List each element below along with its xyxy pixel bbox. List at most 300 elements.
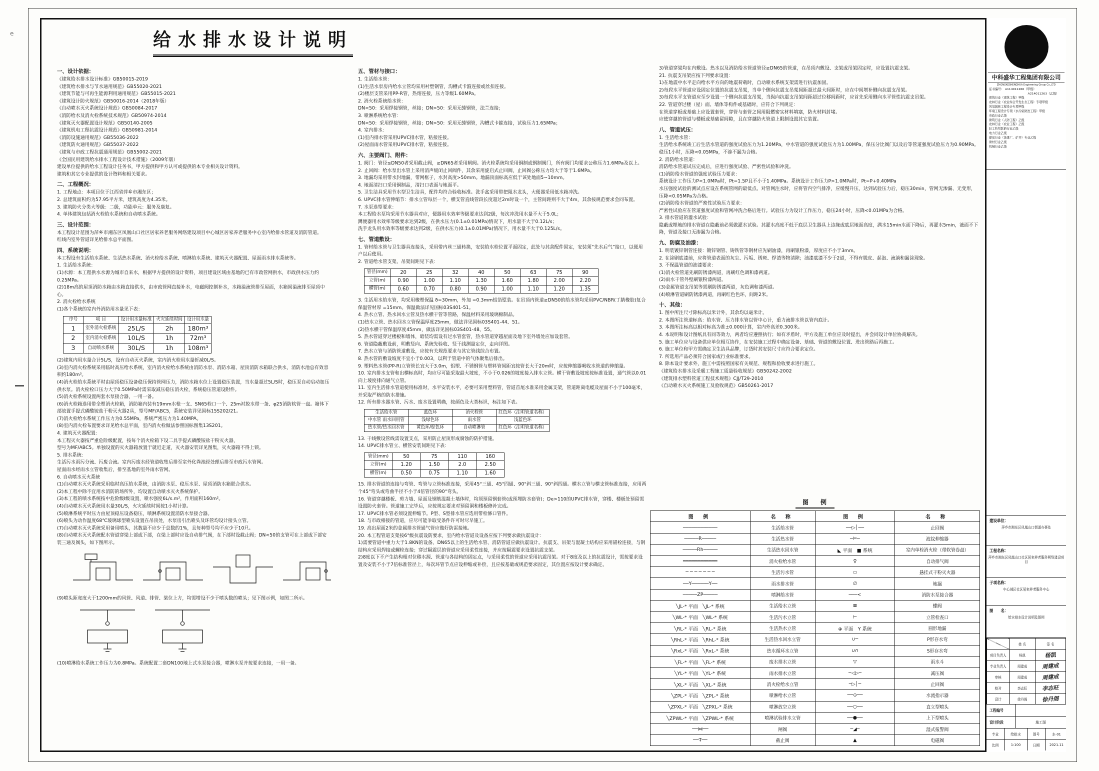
note-line: 6. 管道隐蔽敷设前，明敷竖向、系统先验收、竖干线测量定位，走向详图。 — [358, 341, 513, 347]
legend-header-row — [650, 511, 980, 522]
legend-name: 电磁阀 — [895, 735, 980, 746]
legend-name: 生活污水管 — [750, 567, 815, 578]
note-line: 5. 热水管道穿过楼板和墙体，暗装均需设有过水管套管，热水管道穿越屋面及地下室外墙处应加设套管。 — [358, 334, 573, 340]
legend-row — [650, 600, 980, 611]
project-label: 工程名称： — [989, 548, 1009, 553]
note-line: (8)室内消火栓布置要求详见给水总平面，室内消火栓做法参照国标图集13S201。 — [57, 423, 226, 429]
table-cell: 2.00 — [546, 277, 572, 285]
section-heading: 十、其他： — [659, 302, 686, 309]
note-line: 《建筑节能与可再生能源利用通用规范》GB55015-2021 — [57, 91, 176, 97]
table-row — [364, 424, 549, 431]
note-line: 本工程给水泵均采用节水器具对应，便器用水效率等级要求达到2级，每次冲洗用水量不大于5.0L； — [358, 211, 562, 218]
legend-name: 水流指示器 — [895, 690, 980, 701]
note-line: 10. 室内排水支管和出横标高时，均应尽可能采取最大坡度，不小于0.026的坡度接入排水立管。横干管敷设坡度按标准设置，通气管以0.01向上坡度排向通气立管。 — [358, 370, 647, 384]
legend-title: 图 例 — [650, 497, 980, 509]
note-line: 《建筑灭火器配置设计规范》GB50140-2005 — [57, 120, 153, 126]
legend-name: 生活给水立管 — [750, 600, 815, 611]
note-line: (2)18m高的屋顶消防水箱由水箱直接供水，由市政管网直接补水，电磁阀控制补水，水箱溢流管排至屋面，水箱间溢流排至屋顶中心。 — [57, 284, 325, 298]
legend-name: 喷淋放空立管 — [750, 701, 815, 712]
note-line: 1. 生活给水管： — [358, 76, 392, 82]
registration-tick — [15, 385, 24, 387]
qualification-item: 煤炭行业（洗煤厂、矿井）专业乙级 — [989, 136, 1037, 140]
note-line: 《自动喷水灭火系统设计规范》GB50084-2017 — [57, 105, 158, 112]
note-line: 3. 建筑防火分类大等级：二级，功能单元：服务及康复。 — [57, 204, 175, 210]
table-cell: 1.60 — [476, 469, 504, 477]
note-line: 建筑和其它专业提供的设计资料和相关要求。 — [57, 171, 150, 177]
note-line: 8. 热水管的敷设坡度不宜小于0.003，以利于管道中的气体聚集后排出。 — [358, 355, 508, 362]
legend-name: 减压阀 — [895, 667, 980, 678]
note-line: 严密性试验应在管道强度试验和管网冲洗合格后进行。试验压力为设计工作压力，稳压24小时，压降<0.01MPa为合格。 — [659, 207, 908, 214]
legend-symbol: ─────ZP───── — [650, 589, 750, 600]
note-line: 4. 室内排水： — [358, 127, 388, 134]
legend-name: 喷淋给水立管 — [750, 690, 815, 701]
note-line: 21. 抗震支吊架应按下列要求设置： — [659, 72, 733, 79]
table-cell: 2.20 — [572, 277, 598, 285]
signature-row — [987, 671, 1066, 682]
signature-row — [987, 649, 1066, 660]
legend-symbol: ╲WL-* 平面 ╲WL-* 系统 — [650, 612, 750, 623]
note-line: 1. 生活给水系统： — [57, 262, 96, 269]
qualification-item: 市政行业乙级 — [989, 114, 1007, 118]
legend-symbol: ⊠ — [815, 600, 895, 611]
legend-row — [650, 723, 980, 734]
table-cell: 序号 — [63, 316, 83, 323]
note-line: (3)金属管道支吊架等需刷防锈漆两道，灰色调和漆两道。 — [659, 284, 778, 291]
legend-symbol: ──Y──────Y── — [650, 578, 750, 589]
qualification-item: 环境工程设计专项（水污染防治工程）甲级 — [989, 109, 1045, 113]
signature-header-cell: 姓 名 — [1009, 638, 1035, 649]
note-line: 《建筑排水塑料管道工程技术规程》CJJ/T29-2010 — [659, 375, 764, 382]
legend-name: 生活热水回水管 — [750, 544, 815, 555]
table-cell: 50 — [392, 453, 420, 461]
table-cell: 蓝色环 — [408, 409, 452, 416]
signature-autograph: 杨凯 — [1035, 648, 1066, 661]
note-line: 2)8度以下不产生结构相对位移水源、管道与各结构的固定点，与采用柔性的管道应采用抗震吊架。对于8度及以上的抗震设计，需按要求设置及安装不小于7倍标准管径上，每次环管节点应设伸缩或补偿，且应按基础或规范要求固定，其位置应按设计要求确定。 — [358, 554, 643, 568]
table-cell: 1h — [154, 333, 185, 343]
note-line: (7)消火栓给水系统工作压力为0.55MPa，系统严密压力为1.40MPA。 — [57, 415, 202, 422]
legend-name: 消火栓给水管 — [750, 556, 815, 567]
signature-role: 审核 — [987, 671, 1010, 682]
legend-name: 立管检查口 — [895, 612, 980, 623]
note-line: (9)喷头距宽度大于1200mm的风管、风道、排管、梁位上方，均需增设不少于喷头数的喷头；见下图示例，如图二所示。 — [57, 595, 308, 601]
qualification-item: 农林行业（农业综合开发生态工程）专项甲级 — [989, 100, 1048, 104]
signature-autograph: 徐丹阁 — [1035, 692, 1066, 705]
legend-section — [650, 497, 980, 746]
note-line: (5)喷淋系统平时压力由屋顶稳压设备稳压，喷淋系统设置消防水泵接合器。 — [57, 510, 213, 517]
legend-row — [650, 667, 980, 678]
legend-symbol: ──⋈── — [650, 723, 750, 734]
legend-row — [650, 556, 980, 567]
legend-name: 悬挂式干粉灭火器 — [895, 567, 980, 578]
legend-name: 消防水泵接合器 — [895, 589, 980, 600]
note-line: 2. 消火栓系统给水管： — [358, 98, 406, 104]
major-label: 专业 — [987, 729, 1005, 740]
signature-name: 徐丹阁 — [1009, 693, 1035, 704]
title-block-spacer — [987, 170, 1067, 516]
note-line: 8. 除本设计要求外，施工中需按照国家有关规范、规程和验收要求进行施工。 — [659, 361, 819, 367]
legend-name: S形存水弯 — [895, 645, 980, 656]
legend-symbol: ♀ — [815, 556, 895, 567]
table-cell: 雨水管 — [452, 417, 496, 424]
table-cell: 1.10 — [520, 285, 546, 293]
table-cell: 红色环（注明管道名称） — [496, 409, 549, 416]
note-line: (2)本工程中除不宜用水消防的场所外，均设置自动喷水灭火系统保护。 — [57, 488, 203, 495]
table-cell: 1h — [154, 343, 185, 353]
table-cell: 2.0 — [448, 461, 476, 469]
legend-row — [650, 567, 980, 578]
scan-edge-mark: e — [10, 30, 14, 37]
legend-row — [650, 712, 980, 723]
note-line: 隐蔽或埋地的排水管道在隐蔽前必须做灌水试验。其灌水高度不低于底层卫生器具上边缘或底层地面高度，满水15min水面下降后，再灌水5min，液面不下降，管道及接口无渗漏为合格。 — [659, 222, 979, 236]
table-cell: 1.20 — [546, 285, 572, 293]
table-cell: 0.90 — [390, 277, 416, 285]
note-line: 3)管道穿梁均在内敷设。热水以及消防给水管道管径≥DN65的管道，在吊顶内敷设、支架或吊架固定时，应设置抗震支架。 — [659, 65, 913, 71]
legend-symbol: ──●── — [815, 712, 895, 723]
legend-symbol: ╲FL-* 平面 ╲FL-* 系统 — [650, 656, 750, 667]
note-line: 5. 排水系统： — [57, 452, 87, 458]
table-cell: 30L/S — [119, 343, 154, 353]
legend-symbol: ──Ŧ── — [650, 735, 750, 746]
legend-symbol: ◣ 平面 ■ 系统 — [815, 544, 895, 555]
table-cell: 室内消火栓系统 — [83, 333, 118, 343]
legend-name: 生活热水管 — [750, 533, 815, 544]
note-line: 《自动喷水灭火系统施工及验收规范》GB50261-2017 — [659, 383, 774, 389]
legend-symbol: ∪∩ — [815, 645, 895, 656]
section-heading: 一、设计依据： — [57, 68, 95, 75]
note-line: 22. 管道穿过楼（屋）面、墙体等构件或基础时，应符合下列规定： — [659, 101, 798, 108]
drawing-name-block — [987, 606, 1067, 638]
table-cell: 1.35 — [572, 285, 598, 293]
signature-name: 李志旺 — [1009, 682, 1035, 693]
legend-symbol: ─────Rh───── — [650, 544, 750, 555]
design-stage-value: 施工图 — [1035, 720, 1046, 725]
note-line: (1)消防给水管道的强度试验压力要求： — [659, 171, 740, 177]
company-block — [987, 18, 1067, 170]
table-cell: 0.70 — [416, 285, 442, 293]
table-cell: 32 — [442, 269, 468, 277]
drawing-name-value: 给水排水设计说明及图例 — [1008, 615, 1045, 620]
note-line: 《建筑设计防火规范》GB50016-2014（2018年版） — [57, 98, 170, 104]
certificate-number-2: A214011263（乙级） — [1027, 92, 1059, 96]
legend-symbol: ─⊨─ — [815, 533, 895, 544]
legend-name: 自动排气阀 — [895, 556, 980, 567]
table-cell: 108m³ — [185, 343, 212, 353]
legend-name: 雨水排水管 — [750, 578, 815, 589]
note-line: (2)楼层支管采用PP-R管，热熔连接，压力等级1.60MPa。 — [358, 91, 479, 97]
table-cell: 1.50 — [420, 461, 448, 469]
table-cell: 75 — [420, 453, 448, 461]
note-line: 水压强度试验的测试点应设在系统管网的最低点。对管网注水时，应将管内空气排净，应缓慢升压，达到试验压力后，稳压30min，管网无渗漏、无变形，压降<0.05MPa为合格。 — [659, 185, 976, 199]
table-cell: 管径(mm) — [364, 269, 390, 277]
legend-name: 湿式报警阀 — [895, 723, 980, 734]
legend-symbol: ▲ — [815, 735, 895, 746]
table-cell: 90 — [572, 269, 598, 277]
section-heading: 三、设计范围： — [57, 221, 95, 228]
table-cell: 0.75 — [420, 469, 448, 477]
note-line: 20. 本工程管道支架按6°级抗震设防要求，室内给水管道及设备应按下列要求做抗震设计： — [358, 532, 545, 539]
note-line: 生活给水系统竣工后生活水管道的强度试验压力为1.20MPa，中水管道的强度试验压力为1.00MPa，保压分比阀门以及后等管道强度试验压力为0.90MPa。稳压1小时，压降<0.05MPa，不渗不漏为合格。 — [659, 142, 979, 155]
subproject-value: 中心城区社区居家养老服务中心 — [1003, 587, 1050, 592]
table-cell: 自动喷淋管 — [452, 424, 496, 431]
table-cell: 0.90 — [468, 285, 494, 293]
table-cell: 0.60 — [390, 285, 416, 293]
legend-symbol: ─────R───── — [650, 533, 750, 544]
project-block — [987, 546, 1067, 578]
qualification-item: 建筑行业（人防工程）乙级 — [989, 118, 1025, 122]
note-line: 12. 所有排水器水管、污水、废水设置明确，按颜色及大类标识，标注如下表。 — [358, 399, 521, 406]
legend-name: 喷淋给水管 — [750, 589, 815, 600]
note-line: 3. 排水管道的灌水试验： — [659, 215, 712, 221]
table-cell: 设计用水量标准 — [119, 316, 154, 323]
qualification-item: 机械行业乙级 — [989, 145, 1007, 149]
table-cell: 1.20 — [392, 461, 420, 469]
note-line: 2. 管道给水管支架、吊架间距见下表： — [358, 259, 439, 265]
subproject-label: 子项名称： — [989, 580, 1009, 585]
legend-symbol: ⊢ — [815, 612, 895, 623]
design-stage-row — [987, 717, 1067, 729]
note-line: 《建筑给水排水及采暖工程施工质量验收规范》GB50242-2002 — [659, 368, 792, 374]
note-line: (2)建筑内用水量合计5L/S，设有自动灭火系统，室内消火栓用水量折减0L/S。 — [57, 357, 219, 364]
table-cell: 180m³ — [185, 324, 212, 334]
note-line: (1)室内排水管采用UPVC排水管，粘接连接。 — [358, 134, 452, 141]
section-heading: 八、管道试压： — [659, 126, 697, 133]
project-value: 萍乡市湘东区凤凰山口社区居家养老服务网络建设项目 — [988, 555, 1065, 564]
signature-header-row — [987, 638, 1066, 649]
legend-row — [650, 578, 980, 589]
note-line: 3. 喷淋系统给水管： — [358, 112, 402, 119]
legend-row — [650, 634, 980, 645]
note-line: (10)喷淋给水系统工作压力为0.8MPa。系统配置二套DN100地上式水泵接合器，喷淋水泵并按要求连接，一用一备。 — [57, 660, 300, 667]
section-heading: 四、系统说明： — [57, 247, 95, 254]
date-label: 日期 — [1028, 740, 1046, 751]
legend-row — [650, 589, 980, 600]
note-line: 本工程设有生活给水系统、生活热水系统、消火栓给水系统、喷淋给水系统、建筑灭火器配置、屋面雨水排水系统等。 — [57, 255, 299, 261]
table-cell: 0.80 — [442, 285, 468, 293]
section-heading: 六、主要阀门、附件： — [358, 152, 411, 159]
note-line: 19. 高出屋面2米的金属排水管通气管应做好防雷接地。 — [358, 525, 473, 531]
qualification-item: 电力行业乙级 — [989, 132, 1007, 136]
note-line: 2. 总建筑面积约为57.95平方米，建筑高度为4.35米。 — [57, 196, 171, 203]
table-row — [364, 417, 549, 424]
legend-row — [650, 679, 980, 690]
note-line: 5. 施工单位应与设备供应单位相互协作，在安装施工过程中确定设备、基础、管道的敷设位置、进出管路后再施工。 — [659, 339, 898, 345]
note-line: (1)自动喷水灭火系统采用临时高压给水系统，由消防水泵、稳压水泵、屋顶消防水箱联合供水。 — [57, 481, 255, 488]
note-line: 2. 止回阀：给水泵出水管上采用消声缓闭止回阀件，其余采用旋启式止回阀，止回阀公称压力均大于等于1.6MPa。 — [358, 167, 595, 174]
table-cell: 20 — [390, 269, 416, 277]
signature-autograph: 周建成 — [1035, 659, 1066, 672]
note-line: 1. 图中所注尺寸除标高以米计外，其余均以毫米计。 — [659, 310, 768, 316]
legend-name: 止回阀 — [895, 522, 980, 533]
signature-autograph: 周建成 — [1035, 670, 1066, 683]
legend-symbol: ▽ — [815, 656, 895, 667]
scale-label: 比例 — [987, 740, 1005, 751]
note-line: (2)雨水干管外壁刷银粉漆两道。 — [659, 277, 727, 283]
notes-column-middle — [358, 65, 647, 746]
note-line: 1)需要管道中重力大于1.8KN的设备、DN65以上的生活给水管、消防管道应做抗震设计。抗震支、吊架与混凝土结构应采用锚栓连接，与钢结构应采用焊接或螺栓连接；穿过隔震层的管道应采用柔性连接，并应按隔震要求设置抗震支架。 — [358, 540, 646, 553]
note-line: 《建筑给水排水设计标准》GB50015-2019 — [57, 76, 148, 82]
table-cell: 72m³ — [185, 333, 212, 343]
note-line: 6. 施工单位和甲方需确定卫生洁具品牌，订货时其安装尺寸应符合要求定位。 — [659, 346, 819, 353]
note-line: 14. UPVC排水管立、横管安装间距见下表： — [358, 443, 450, 449]
legend-name: P形存水弯 — [895, 634, 980, 645]
table-cell: 50 — [494, 269, 520, 277]
note-line: 洗手龙头用水效率等级要求达到2级，在供水压力(0.1±0.01MPa)情况下，用水量不大于0.125L/s。 — [358, 226, 565, 232]
note-line: (1)热水立管、热水回水立管保温厚度25mm，做法详见国标03S401-44、51。 — [358, 319, 523, 325]
table-cell: 1.30 — [468, 277, 494, 285]
job-number-label: 工程编号 — [987, 705, 1016, 717]
table-cell: 2h — [154, 324, 185, 334]
legend-row — [650, 735, 980, 746]
legend-name: 雨水斗 — [895, 656, 980, 667]
legend-symbol: ━━━━━━━━━━━━ — [650, 556, 750, 567]
note-line: (1)消火栓管道先刷防锈漆两道，再刷红色调和漆两道。 — [659, 269, 773, 276]
table-row — [63, 316, 211, 323]
legend-name: 上下型喷头 — [895, 712, 980, 723]
table-row — [364, 469, 504, 477]
legend-row — [650, 544, 980, 555]
note-line: 应使穿越的管道与楼板或基础留间隙，且在穿越防火管道上限制设置其它装置。 — [659, 116, 822, 123]
legend-row — [650, 656, 980, 667]
signature-autograph: 李志旺 — [1035, 681, 1066, 694]
signature-row — [987, 660, 1066, 671]
note-line: (3)室内消火栓系统采用临时高压给水系统，室内消火栓给水系统由消防水泵、消防水箱、屋顶消防水箱联合供水，消防水池总有效容积约180m³。 — [57, 364, 329, 378]
note-line: 18. 与市政相接的管道，应尽可能争取受条件许可时尽早施工。 — [358, 518, 488, 524]
signature-role: 校对 — [987, 682, 1010, 693]
signature-row — [987, 693, 1066, 704]
legend-name: 直立型喷头 — [895, 701, 980, 712]
job-number-row — [987, 705, 1067, 717]
table-cell: 40 — [468, 269, 494, 277]
table-cell: 立管(m) — [364, 461, 392, 469]
note-line: 系统设计工作压力P<1.0MPa时，Pt=1.5P且不小于1.40MPa。系统设计工作压力P>1.0MPa时，Pt=P+0.40MPa — [659, 178, 897, 185]
legend-name: 生活污水立管 — [750, 612, 815, 623]
legend-symbol: ╲JL-* 平面 ╲JL-* 系统 — [650, 600, 750, 611]
subproject-block — [987, 578, 1067, 606]
notes-column-right — [659, 65, 979, 495]
table-cell: 75 — [546, 269, 572, 277]
owner-value: 萍乡市湘东区凤凰山口街道办事处 — [1001, 525, 1051, 530]
legend-name: 地漏 — [895, 578, 980, 589]
note-line: 3. 不保温管道的油漆要求： — [659, 262, 717, 269]
legend-symbol: ∪─ — [815, 634, 895, 645]
notes-column-left — [57, 65, 331, 746]
date-value: 2021.11 — [1049, 743, 1064, 747]
table-cell: 红色环（注明管道名称） — [496, 424, 549, 431]
note-line: (4)喷淋管道刷防锈漆两道，再刷红色色环，间距2米。 — [659, 291, 771, 298]
note-line: (8)自动喷水灭火系统配水管道穿梁上部或下部，在梁上部时应设自动排气阀，在下部时设截止阀；DN<50的支管可在上部或下部安装三通及阀头，如下图所示。 — [57, 532, 327, 546]
table-cell: 横管(m) — [364, 285, 390, 293]
company-name-english: ZHONGKESHENGHUA Engineering Group Co.,LTD — [996, 84, 1056, 87]
legend-row — [650, 701, 980, 712]
signature-corner-cell — [987, 638, 1010, 649]
note-line: DN<50：采用焊接钢管，丝接；DN>50：采用无缝钢管，法兰连接； — [358, 105, 504, 112]
legend-row — [650, 522, 980, 533]
legend-name: 生活给水管 — [750, 522, 815, 533]
signature-name: 周建成 — [1009, 671, 1035, 682]
table-cell: 立管(m) — [364, 277, 390, 285]
signature-role: 项目负责人 — [987, 649, 1010, 660]
legend-symbol: ╲YL-* 平面 ╲YL-* 系统 — [650, 667, 750, 678]
note-line: (1)水源：本工程供水水源为城市自来水，根据甲方提供的设计资料，项目建设区域由基地的已有市政管网供水，市政供水压力约0.25MPa。 — [57, 270, 320, 283]
table-color_rings — [364, 409, 549, 432]
table-cell: 160 — [476, 453, 504, 461]
note-line: (2)屋面雨水管采用UPVC排水管，粘接连接。 — [358, 142, 452, 148]
table-cell: 黄色环/棕色环 — [408, 424, 452, 431]
table-cell: 自动喷水系统 — [83, 343, 118, 353]
legend-symbol: ──────────── — [650, 522, 750, 533]
legend-header-cell: 图 例 — [650, 511, 750, 522]
drawing-number-value: 水-01 — [1052, 732, 1061, 737]
note-line: 4. 地面清扫口采用铜制品，清扫口表面与地面平。 — [358, 182, 462, 188]
note-line: 7. 水泵选型要求： — [358, 204, 397, 210]
note-line: (3)本工程的喷水系统按中危险级Ⅰ级设置，喷水强度6L/s.m²，作用面积160m²。 — [57, 496, 224, 502]
note-line: (1)生活水泵房内给水立管均采用衬塑钢管，沟槽式卡箍连接或丝扣连接。 — [358, 83, 509, 90]
title-block — [985, 18, 1066, 752]
legend-header-cell: 名 称 — [750, 511, 815, 522]
legend-symbol: ╲ZPWL-* 平面 ╲ZPWL-* 系统 — [650, 712, 750, 723]
page-title: 给水排水设计说明 — [153, 26, 353, 57]
note-line: 2. 在涂刷底漆前，应将管道表面的灰尘、污垢、锈斑、焊渣等物清除；油漆底漆不少于2道，不得有脱皮、起泡、流淌和漏涂现象。 — [659, 255, 929, 261]
table-cell: 横管(m) — [364, 469, 392, 477]
signature-role: 设计 — [987, 693, 1010, 704]
table-cell: 1.10 — [442, 277, 468, 285]
note-line: 1. 管材给水管与卫生器具连接头，采用带内丝三通转换，安装给水栓位置平面固定，此处与其余配件固定，安装须“先水后气”接口，以便用户以后使用。 — [358, 244, 643, 258]
legend-table — [650, 511, 980, 747]
table-cell: 中水管 雨水回用管 — [364, 417, 408, 424]
legend-name: 止回阀 — [895, 679, 980, 690]
note-line: 1. 工程地点：本项目位于江西省萍乡市湘东区； — [57, 189, 156, 196]
note-line: 红线内室外管道详见给排水总平面图。 — [57, 237, 136, 243]
legend-row — [650, 645, 980, 656]
qualification-item: 风景园林工程设计专项甲级 — [989, 105, 1025, 109]
note-line: (4)消火栓给水系统平时由屋顶稳压设备稳压保持管网压力，消防水箱水位上设置稳压装置，当水量超过5L/S时，稳压泵自动启动加压供水泵。消火栓栓口压力大于0.50MPa时需采取减压稳压消火栓，系统稳压管道设附件。 — [57, 379, 330, 393]
table-row — [63, 324, 211, 334]
table-cell: 63 — [520, 269, 546, 277]
note-line: 4. 本说明和设计图纸具有同等效力，两者均应遵照执行；如有矛盾时，甲方及施工单位应及时提出，并会同设计单位协商解决。 — [659, 332, 921, 338]
note-line: 2. 消防给水管道： — [659, 156, 698, 163]
legend-symbol: ∅ — [815, 578, 895, 589]
signature-role: 专业负责人 — [987, 660, 1010, 671]
table-row — [364, 285, 598, 293]
legend-name: 雨水排水立管 — [750, 667, 815, 678]
note-line: 11. 室内生活排水管道使用标准时，水平安装水平，必要可采用塑料管，管道首尾水准采用金属支架，管道距离电缆及屋面不小于100毫米，并采取严格的防水措施。 — [358, 385, 646, 398]
legend-symbol: ╲ZPXL-* 平面 ╲ZPXL-* 系统 — [650, 701, 750, 712]
design-stage-label: 设计阶段 — [987, 717, 1016, 729]
legend-symbol: ──⊙── — [815, 690, 895, 701]
note-line: 17. UPVC排水管必须设置伸缩节。P型、S型排水管应选用带检修口管件。 — [358, 510, 511, 517]
note-line: 1)在地震中水平走向给水平方向的地震荷载时，自动喷水系统支架需进行抗震加固。 — [659, 80, 831, 86]
table-cell: 项 目 — [83, 316, 118, 323]
drawing-number-label: 图号 — [1028, 729, 1046, 740]
legend-name: 闸阀 — [750, 723, 815, 734]
note-line: 2. 消火栓给水系统 — [57, 299, 96, 305]
note-line: 3. 本图所注标高以相对标高为准±0.000计算，室内外高差0.300米。 — [659, 324, 803, 331]
qualification-item: 建筑行业（建筑工程）甲级 — [989, 96, 1025, 100]
table-cell: 110 — [448, 453, 476, 461]
legend-header-cell: 图 例 — [815, 511, 895, 522]
note-line: (4)自动喷水灭火系统用水量30L/S，火灾延续时间按1小时计算。 — [57, 503, 192, 509]
drawing-name-label: 图 名： — [989, 608, 1009, 613]
note-line: 《建筑防火通用规范》GB55037-2022 — [57, 142, 139, 148]
note-line: (6)喷头为动作温度68℃玻璃球型喷头设置在吊顶处，水泵房引出喷头及环管均设计接头立管。 — [57, 518, 252, 524]
qualification-item: 轻工纺织医药行业乙级 — [989, 127, 1019, 131]
table-cell: 25L/S — [119, 324, 154, 334]
table-cell: 1.00 — [416, 277, 442, 285]
legend-name: 消火栓给水立管 — [750, 679, 815, 690]
legend-symbol: ──▷│── — [815, 522, 895, 533]
note-line: (1)各个系统的室内外消防用水量见下表： — [57, 306, 143, 313]
table-cell: 1.80 — [520, 277, 546, 285]
